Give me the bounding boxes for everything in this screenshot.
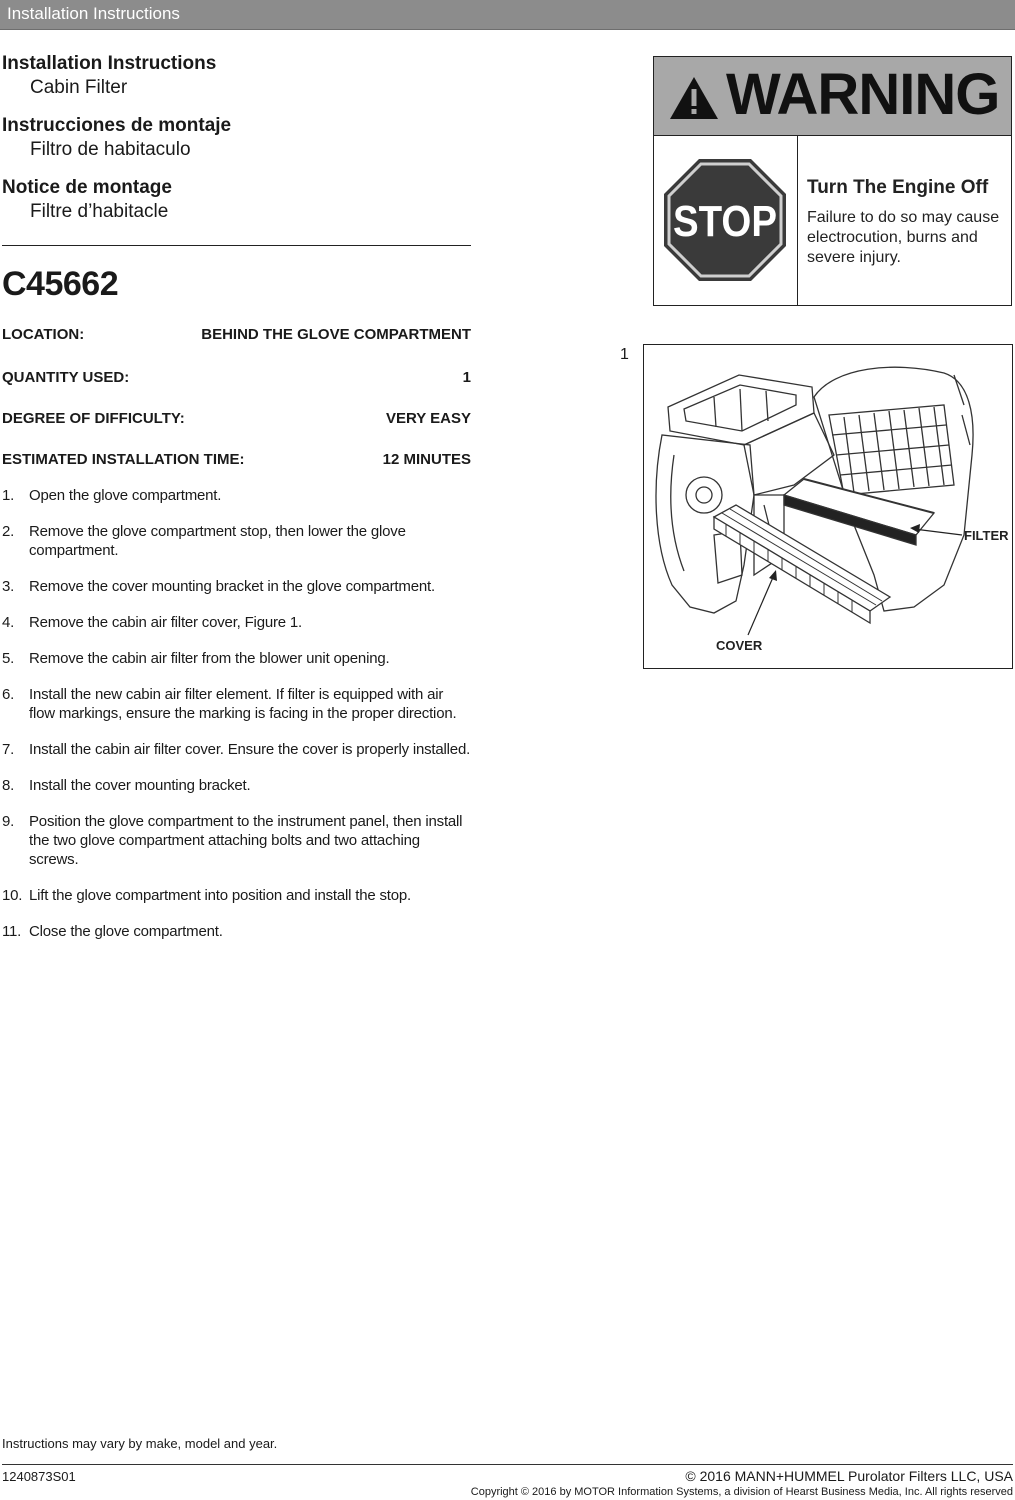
step-item bbox=[2, 740, 472, 759]
warning-title: Turn The Engine Off bbox=[807, 177, 989, 198]
blower-unit-illustration bbox=[644, 345, 1011, 667]
figure-cover-label: COVER bbox=[716, 638, 763, 653]
step-number: 6. bbox=[2, 686, 15, 703]
spec-value: 12 MINUTES bbox=[382, 451, 471, 468]
spec-value: 1 bbox=[462, 369, 471, 386]
spec-value: BEHIND THE GLOVE COMPARTMENT bbox=[201, 326, 471, 343]
stop-sign-text: STOP bbox=[673, 197, 777, 246]
title-spanish: Instrucciones de montaje bbox=[2, 115, 232, 136]
subtitle-french: Filtre d’habitacle bbox=[30, 201, 169, 222]
spec-label: ESTIMATED INSTALLATION TIME: bbox=[2, 451, 245, 468]
step-text: Install the cover mounting bracket. bbox=[29, 777, 251, 794]
steps-list bbox=[2, 486, 472, 958]
step-item bbox=[2, 613, 472, 632]
footer-note: Instructions may vary by make, model and year. bbox=[2, 1436, 278, 1451]
warning-heading: WARNING bbox=[726, 62, 1000, 127]
step-item bbox=[2, 522, 472, 560]
step-text: Position the glove compartment to the instrument panel, then install the two glove compartment attaching bolts and two attaching screws. bbox=[29, 813, 463, 868]
step-item bbox=[2, 685, 472, 723]
spec-value: VERY EASY bbox=[385, 410, 471, 427]
step-text: Remove the cover mounting bracket in the glove compartment. bbox=[29, 578, 435, 595]
warning-triangle-icon bbox=[668, 75, 720, 121]
document-code: 1240873S01 bbox=[2, 1469, 76, 1484]
step-text: Lift the glove compartment into position and install the stop. bbox=[29, 887, 411, 904]
footer-divider bbox=[2, 1464, 1013, 1465]
step-item bbox=[2, 812, 472, 869]
step-item bbox=[2, 577, 472, 596]
warning-text: Failure to do so may cause electrocution, burns and severe injury. bbox=[807, 209, 1000, 266]
step-number: 7. bbox=[2, 741, 15, 758]
step-number: 4. bbox=[2, 614, 15, 631]
step-number: 2. bbox=[2, 523, 15, 540]
title-english: Installation Instructions bbox=[2, 53, 217, 74]
subtitle-english: Cabin Filter bbox=[30, 77, 128, 98]
step-item bbox=[2, 922, 472, 941]
step-text: Install the new cabin air filter element. If filter is equipped with air flow markings, ensure the marking is facing in the proper direction. bbox=[29, 686, 457, 722]
title-block bbox=[2, 52, 472, 238]
step-item bbox=[2, 776, 472, 795]
spec-location bbox=[2, 326, 471, 343]
step-text: Remove the cabin air filter cover, Figure 1. bbox=[29, 614, 302, 631]
spec-label: QUANTITY USED: bbox=[2, 369, 130, 386]
step-text: Close the glove compartment. bbox=[29, 923, 223, 940]
figure-number: 1 bbox=[620, 346, 629, 363]
spec-difficulty bbox=[2, 410, 471, 427]
step-text: Open the glove compartment. bbox=[29, 487, 222, 504]
header-bar bbox=[0, 0, 1015, 30]
header-bar-label: Installation Instructions bbox=[7, 4, 180, 23]
warning-header bbox=[654, 57, 1011, 136]
step-number: 3. bbox=[2, 578, 15, 595]
step-number: 5. bbox=[2, 650, 15, 667]
copyright-primary: © 2016 MANN+HUMMEL Purolator Filters LLC, USA bbox=[685, 1468, 1013, 1484]
spec-label: DEGREE OF DIFFICULTY: bbox=[2, 410, 185, 427]
step-item bbox=[2, 486, 472, 505]
title-french: Notice de montage bbox=[2, 177, 172, 198]
warning-box bbox=[653, 56, 1012, 306]
warning-divider bbox=[797, 135, 798, 305]
step-text: Remove the glove compartment stop, then lower the glove compartment. bbox=[29, 523, 406, 559]
step-text: Install the cabin air filter cover. Ensure the cover is properly installed. bbox=[29, 741, 471, 758]
title-divider bbox=[2, 245, 471, 246]
step-text: Remove the cabin air filter from the blower unit opening. bbox=[29, 650, 390, 667]
part-number: C45662 bbox=[2, 265, 119, 303]
step-number: 8. bbox=[2, 777, 15, 794]
spec-label: LOCATION: bbox=[2, 326, 85, 343]
step-item bbox=[2, 886, 472, 905]
spec-time bbox=[2, 451, 471, 468]
step-number: 10. bbox=[2, 887, 23, 904]
stop-sign-icon bbox=[662, 157, 788, 283]
step-number: 9. bbox=[2, 813, 15, 830]
copyright-secondary: Copyright © 2016 by MOTOR Information Systems, a division of Hearst Business Media, Inc. All rights reserved bbox=[470, 1486, 1013, 1498]
spec-quantity bbox=[2, 369, 471, 386]
figure-filter-label: FILTER bbox=[964, 528, 1009, 543]
step-item bbox=[2, 649, 472, 668]
figure-1 bbox=[643, 344, 1013, 669]
step-number: 1. bbox=[2, 487, 15, 504]
step-number: 11. bbox=[2, 923, 22, 940]
subtitle-spanish: Filtro de habitaculo bbox=[30, 139, 191, 160]
